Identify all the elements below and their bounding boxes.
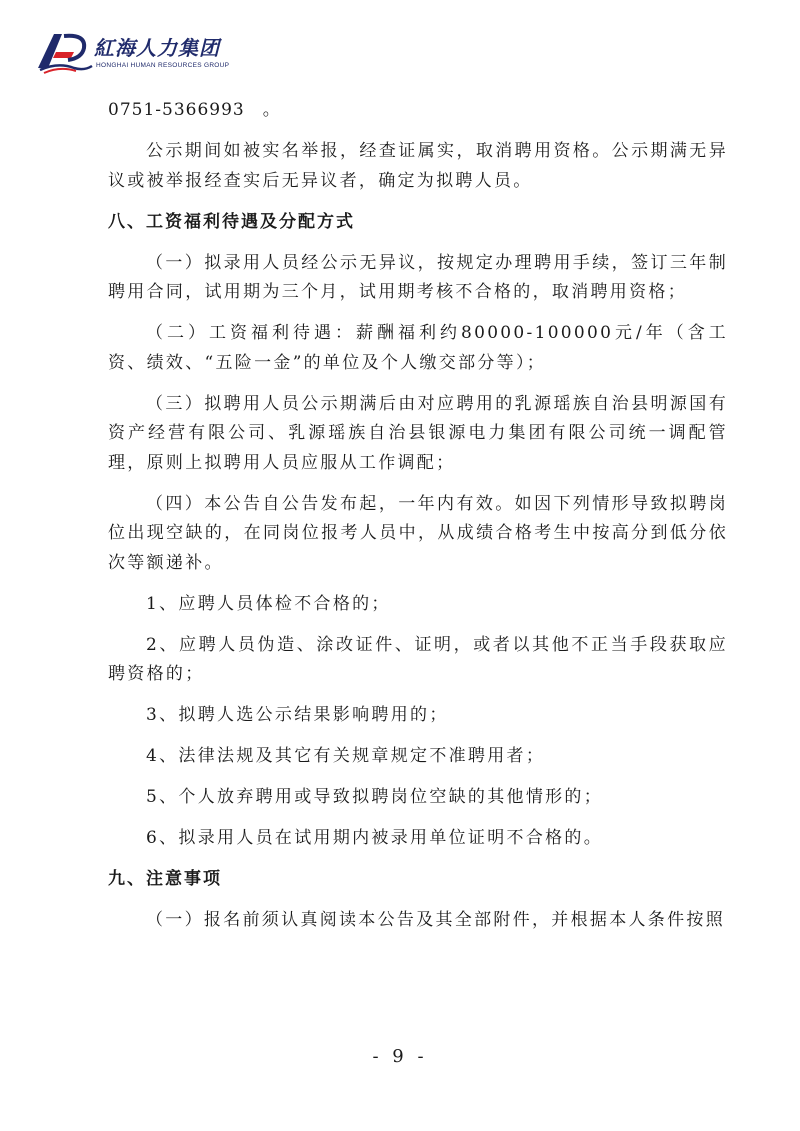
logo-chinese-name: 紅海人力集团: [94, 36, 220, 60]
section-heading: 八、工资福利待遇及分配方式: [108, 211, 355, 232]
document-body: [108, 96, 728, 947]
paragraph: 公示期间如被实名举报，经查证属实，取消聘用资格。公示期满无异议或被举报经查实后无异议者，确定为拟聘人员。: [108, 141, 728, 191]
section-heading: 九、注意事项: [108, 869, 222, 889]
paragraph: 3、拟聘人选公示结果影响聘用的；: [146, 705, 449, 725]
paragraph: 0751-5366993 。: [108, 100, 281, 120]
paragraph: 5、个人放弃聘用或导致拟聘岗位空缺的其他情形的；: [146, 787, 604, 807]
paragraph: （一）拟录用人员经公示无异议，按规定办理聘用手续，签订三年制聘用合同，试用期为三个月，试用期考核不合格的，取消聘用资格；: [108, 252, 728, 302]
paragraph: 6、拟录用人员在试用期内被录用单位证明不合格的。: [146, 828, 604, 848]
paragraph: （四）本公告自公告发布起，一年内有效。如因下列情形导致拟聘岗位出现空缺的，在同岗位报考人员中，从成绩合格考生中按高分到低分依次等额递补。: [108, 493, 728, 573]
company-logo: [34, 28, 234, 78]
paragraph: 1、应聘人员体检不合格的；: [146, 593, 391, 614]
page-number: - 9 -: [372, 1046, 428, 1067]
honghai-logo-icon: [34, 28, 94, 74]
paragraph: （一）报名前须认真阅读本公告及其全部附件，并根据本人条件按照: [146, 910, 725, 930]
paragraph: 2、应聘人员伪造、涂改证件、证明，或者以其他不正当手段获取应聘资格的；: [108, 634, 728, 684]
paragraph: （二）工资福利待遇：薪酬福利约80000-100000元/年（含工资、绩效、“五险一金”的单位及个人缴交部分等）；: [108, 323, 728, 373]
paragraph: 4、法律法规及其它有关规章规定不准聘用者；: [146, 746, 546, 766]
logo-english-name: HONGHAI HUMAN RESOURCES GROUP: [96, 62, 230, 69]
paragraph: （三）拟聘用人员公示期满后由对应聘用的乳源瑶族自治县明源国有资产经营有限公司、乳源瑶族自治县银源电力集团有限公司统一调配管理，原则上拟聘用人员应服从工作调配；: [108, 393, 728, 473]
